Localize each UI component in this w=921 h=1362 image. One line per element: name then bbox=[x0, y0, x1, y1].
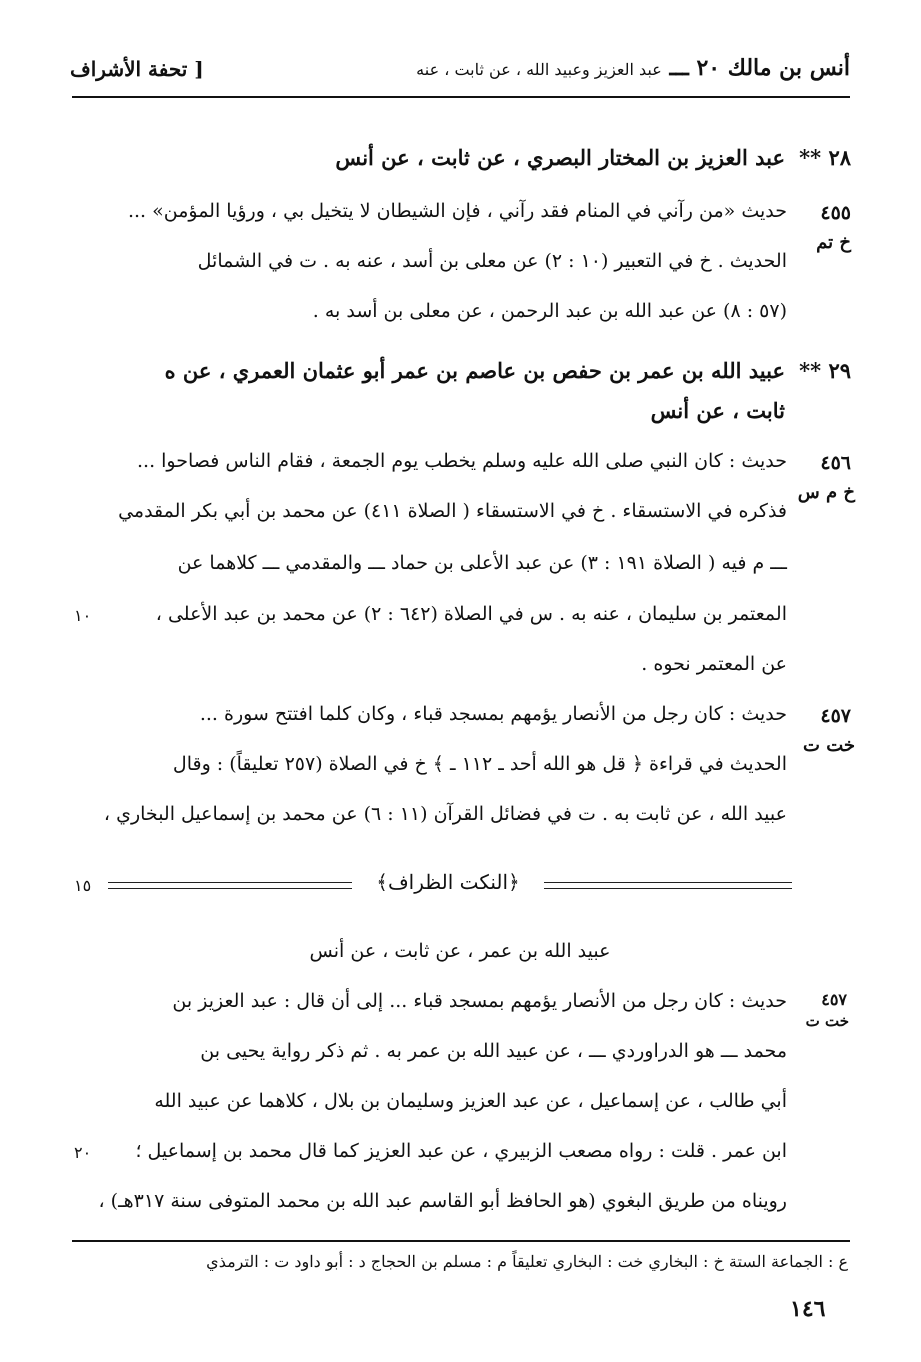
hadith-457-line-2: الحديث في قراءة ﴿ قل هو الله أحد ـ ١١٢ ـ ﴾ خ في الصلاة (٢٥٧ تعليقاً) : وقال bbox=[172, 753, 787, 775]
hadith-455-line-1: حديث «من رآني في المنام فقد رآني ، فإن الشيطان لا يتخيل بي ، ورؤيا المؤمن» ... bbox=[127, 200, 787, 222]
entry-29-title-line-2: ثابت ، عن أنس bbox=[650, 398, 785, 423]
header-title: أنس بن مالك ٢٠ ـــ bbox=[669, 55, 850, 81]
nukat-457-sigla: خت ت bbox=[805, 1012, 849, 1030]
divider-rule-right-2 bbox=[544, 888, 792, 889]
nukat-line-1: حديث : كان رجل من الأنصار يؤمهم بمسجد قباء ... إلى أن قال : عبد العزيز بن bbox=[172, 990, 787, 1012]
hadith-456-line-3: ـــ م فيه ( الصلاة ١٩١ : ٣) عن عبد الأعلى بن حماد ـــ والمقدمي ـــ كلاهما عن bbox=[177, 552, 787, 574]
header-book-title: [ تحفة الأشراف bbox=[70, 57, 204, 81]
hadith-457-line-1: حديث : كان رجل من الأنصار يؤمهم بمسجد قباء ، وكان كلما افتتح سورة ... bbox=[199, 703, 787, 725]
nukat-subtitle: عبيد الله بن عمر ، عن ثابت ، عن أنس bbox=[309, 940, 611, 962]
header-right bbox=[416, 55, 850, 81]
entry-29-title-line-1: عبيد الله بن عمر بن حفص بن عاصم بن عمر أبو عثمان العمري ، عن ه bbox=[164, 358, 785, 383]
header-rule bbox=[72, 96, 850, 98]
abbreviations-key: ع : الجماعة الستة خ : البخاري خت : البخاري تعليقاً م : مسلم بن الحجاج د : أبو داود ت : الترمذي bbox=[206, 1252, 848, 1271]
hadith-455-line-2: الحديث . خ في التعبير (١٠ : ٢) عن معلى بن أسد ، عنه به . ت في الشمائل bbox=[197, 250, 787, 272]
line-number-15: ١٥ bbox=[74, 876, 92, 895]
hadith-456-line-1: حديث : كان النبي صلى الله عليه وسلم يخطب يوم الجمعة ، فقام الناس فصاحوا ... bbox=[137, 450, 787, 472]
hadith-456-line-4: المعتمر بن سليمان ، عنه به . س في الصلاة (٦٤٢ : ٢) عن محمد بن عبد الأعلى ، bbox=[155, 603, 787, 625]
divider-rule-left bbox=[108, 882, 352, 883]
entry-29-marker: ٢٩ ** bbox=[799, 358, 851, 383]
line-number-20: ٢٠ bbox=[74, 1143, 92, 1162]
entry-28-title: عبد العزيز بن المختار البصري ، عن ثابت ، عن أنس bbox=[335, 145, 785, 170]
entry-28-marker: ٢٨ ** bbox=[799, 145, 851, 170]
header-subtitle: عبد العزيز وعبيد الله ، عن ثابت ، عنه bbox=[416, 60, 662, 79]
nukat-line-5: رويناه من طريق البغوي (هو الحافظ أبو القاسم عبد الله بن محمد المتوفى سنة ٣١٧هـ) ، bbox=[98, 1190, 787, 1212]
hadith-456-line-5: عن المعتمر نحوه . bbox=[641, 653, 787, 675]
footer-rule bbox=[72, 1240, 850, 1242]
hadith-457-number: ٤٥٧ bbox=[820, 705, 851, 727]
hadith-456-line-2: فذكره في الاستسقاء . خ في الاستسقاء ( الصلاة ٤١١) عن محمد بن أبي بكر المقدمي bbox=[118, 500, 787, 522]
hadith-456-sigla: خ م س bbox=[797, 482, 855, 503]
page-number: ١٤٦ bbox=[790, 1296, 826, 1322]
nukat-line-3: أبي طالب ، عن إسماعيل ، عن عبد العزيز وسليمان بن بلال ، كلاهما عن عبيد الله bbox=[154, 1090, 787, 1112]
hadith-457-sigla: خت ت bbox=[802, 735, 855, 756]
running-header bbox=[70, 55, 850, 95]
hadith-456-number: ٤٥٦ bbox=[820, 452, 851, 474]
divider-rule-right bbox=[544, 882, 792, 883]
nukat-line-4: ابن عمر . قلت : رواه مصعب الزبيري ، عن عبد العزيز كما قال محمد بن إسماعيل ؛ bbox=[135, 1140, 787, 1162]
hadith-455-line-3: (٥٧ : ٨) عن عبد الله بن عبد الرحمن ، عن معلى بن أسد به . bbox=[312, 300, 787, 322]
divider-rule-left-2 bbox=[108, 888, 352, 889]
hadith-455-sigla: خ تم bbox=[816, 232, 851, 253]
line-number-10: ١٠ bbox=[74, 606, 92, 625]
nukat-line-2: محمد ـــ هو الدراوردي ـــ ، عن عبيد الله بن عمر به . ثم ذكر رواية يحيى بن bbox=[200, 1040, 787, 1062]
hadith-455-number: ٤٥٥ bbox=[820, 202, 851, 224]
nukat-section-title: ﴿النكت الظراف﴾ bbox=[376, 870, 520, 894]
hadith-457-line-3: عبيد الله ، عن ثابت به . ت في فضائل القرآن (١١ : ٦) عن محمد بن إسماعيل البخاري ، bbox=[103, 803, 787, 825]
nukat-457-number: ٤٥٧ bbox=[821, 990, 847, 1009]
